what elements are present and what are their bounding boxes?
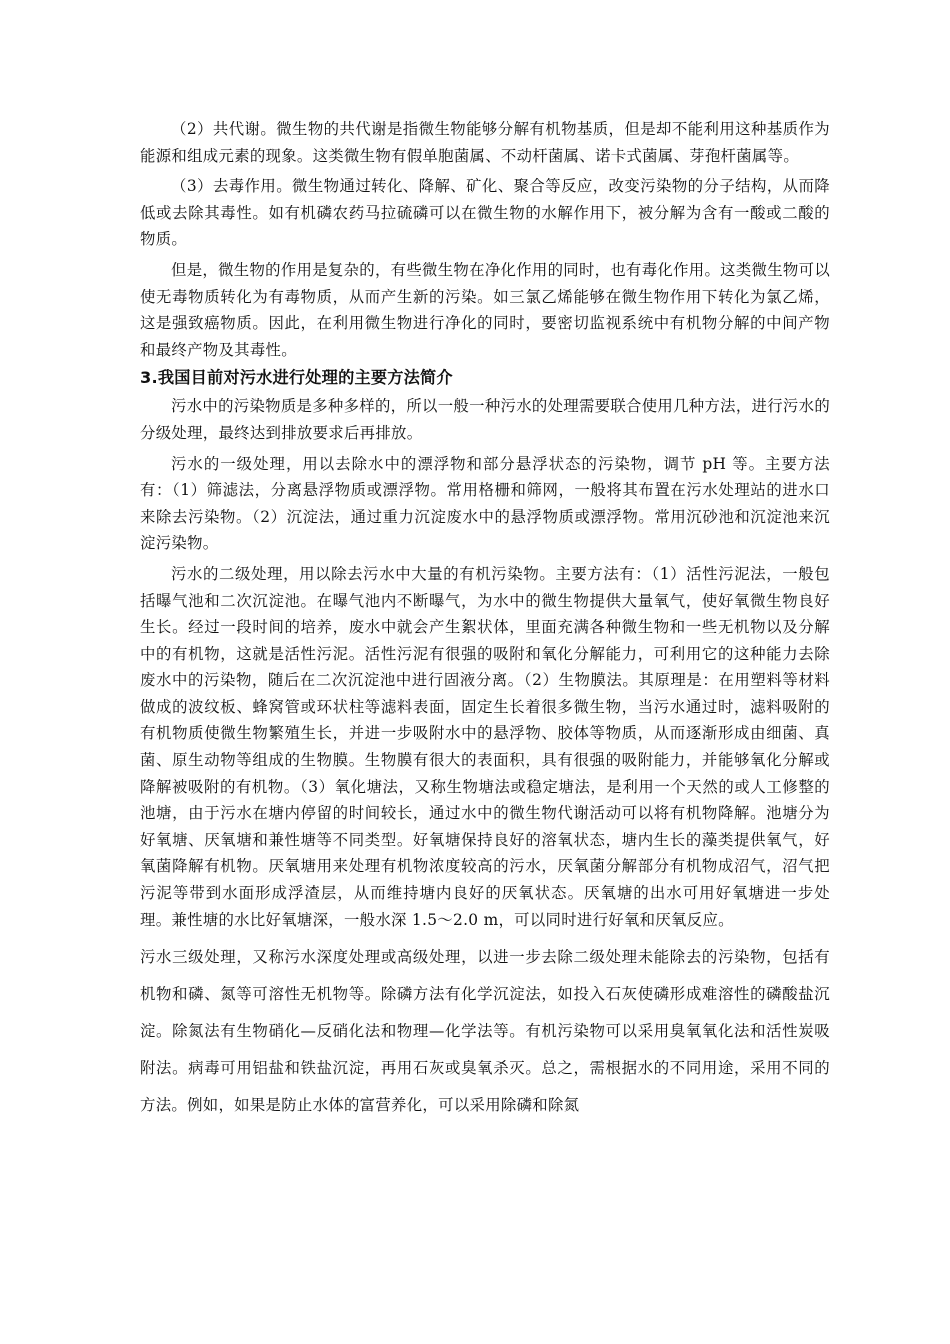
paragraph-tertiary-treatment: 污水三级处理，又称污水深度处理或高级处理，以进一步去除二级处理未能除去的污染物，包括有机物和磷、氮等可溶性无机物等。除磷方法有化学沉淀法，如投入石灰使磷形成难溶性的磷酸盐沉淀。除氮法有生物硝化—反硝化法和物理—化学法等。有机污染物可以采用臭氧氧化法和活性炭吸附法。病毒可用铝盐和铁盐沉淀，再用石灰或臭氧杀灭。总之，需根据水的不同用途，采用不同的方法。例如，如果是防止水体的富营养化，可以采用除磷和除氮 <box>140 948 830 1115</box>
paragraph-toxification: 但是，微生物的作用是复杂的，有些微生物在净化作用的同时，也有毒化作用。这类微生物可以使无毒物质转化为有毒物质，从而产生新的污染。如三氯乙烯能够在微生物作用下转化为氯乙烯，这是强致癌物质。因此，在利用微生物进行净化的同时，要密切监视系统中有机物分解的中间产物和最终产物及其毒性。 <box>140 260 831 359</box>
paragraph-primary-treatment: 污水的一级处理，用以去除水中的漂浮物和部分悬浮状态的污染物，调节 pH 等。主要方法有：（1）筛滤法，分离悬浮物质或漂浮物。常用格栅和筛网，一般将其布置在污水处理站的进水口来除去污染物。（2）沉淀法，通过重力沉淀废水中的悬浮物质或漂浮物。常用沉砂池和沉淀池来沉淀污染物。 <box>140 454 830 553</box>
paragraph-cometabolism: （2）共代谢。微生物的共代谢是指微生物能够分解有机物基质，但是却不能利用这种基质作为能源和组成元素的现象。这类微生物有假单胞菌属、不动杆菌属、诺卡式菌属、芽孢杆菌属等。 <box>140 120 830 165</box>
section-heading: 3.我国目前对污水进行处理的主要方法简介 <box>140 368 453 388</box>
paragraph-detoxification: （3）去毒作用。微生物通过转化、降解、矿化、聚合等反应，改变污染物的分子结构，从而降低或去除其毒性。如有机磷农药马拉硫磷可以在微生物的水解作用下，被分解为含有一酸或二酸的物质。 <box>140 177 830 249</box>
document-body <box>140 116 830 1124</box>
paragraph-secondary-treatment: 污水的二级处理，用以除去污水中大量的有机污染物。主要方法有：（1）活性污泥法，一般包括曝气池和二次沉淀池。在曝气池内不断曝气，为水中的微生物提供大量氧气，使好氧微生物良好生长。经过一段时间的培养，废水中就会产生絮状体，里面充满各种微生物和一些无机物以及分解中的有机物，这就是活性污泥。活性污泥有很强的吸附和氧化分解能力，可利用它的这种能力去除废水中的污染物，随后在二次沉淀池中进行固液分离。（2）生物膜法。其原理是：在用塑料等材料做成的波纹板、蜂窝管或环状柱等滤料表面，固定生长着很多微生物，当污水通过时，滤料吸附的有机物质使微生物繁殖生长，并进一步吸附水中的悬浮物、胶体等物质，从而逐渐形成由细菌、真菌、原生动物等组成的生物膜。生物膜有很大的表面积，具有很强的吸附能力，并能够氧化分解或降解被吸附的有机物。（3）氧化塘法，又称生物塘法或稳定塘法，是利用一个天然的或人工修整的池塘，由于污水在塘内停留的时间较长，通过水中的微生物代谢活动可以将有机物降解。池塘分为好氧塘、厌氧塘和兼性塘等不同类型。好氧塘保持良好的溶氧状态，塘内生长的藻类提供氧气，好氧菌降解有机物。厌氧塘用来处理有机物浓度较高的污水，厌氧菌分解部分有机物成沼气，沼气把污泥等带到水面形成浮渣层，从而维持塘内良好的厌氧状态。厌氧塘的出水可用好氧塘进一步处理。兼性塘的水比好氧塘深，一般水深 1.5～2.0 m，可以同时进行好氧和厌氧反应。 <box>140 564 830 929</box>
paragraph-overview: 污水中的污染物质是多种多样的，所以一般一种污水的处理需要联合使用几种方法，进行污水的分级处理，最终达到排放要求后再排放。 <box>140 397 831 442</box>
